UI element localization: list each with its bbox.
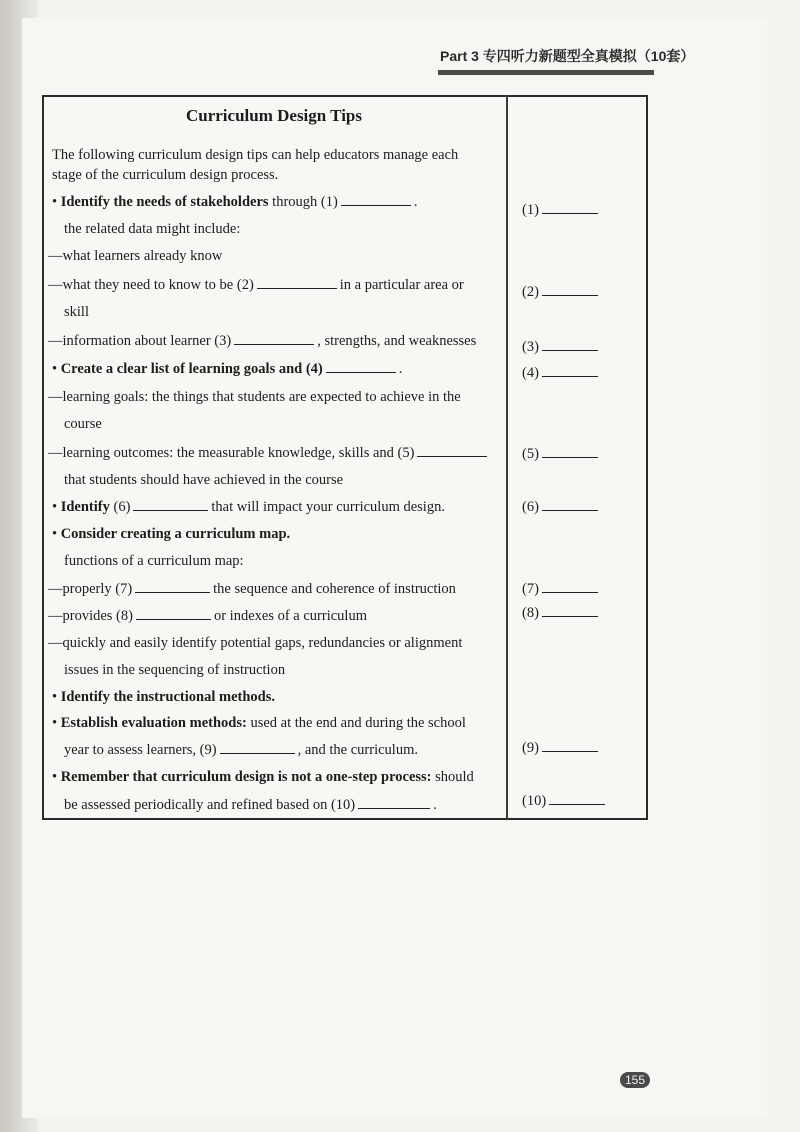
text: should xyxy=(431,769,474,785)
answer-label: (10) xyxy=(522,793,547,809)
text: used at the end and during the school xyxy=(246,715,466,731)
answer-slot-1[interactable] xyxy=(522,201,601,219)
bold-text: Remember that curriculum design is not a one-step process: xyxy=(60,769,432,785)
blank-4[interactable] xyxy=(326,360,396,373)
text: , strengths, and weaknesses xyxy=(317,333,477,349)
note-line: course xyxy=(64,416,102,432)
note-line: • Create a clear list of learning goals and (4) . xyxy=(52,361,403,377)
answer-line[interactable] xyxy=(542,338,598,351)
table-title: Curriculum Design Tips xyxy=(185,106,363,125)
answer-label: (1) xyxy=(522,202,539,218)
answer-line[interactable] xyxy=(542,580,598,593)
note-line: • Remember that curriculum design is not a one-step process: should xyxy=(52,769,474,785)
blank-8[interactable] xyxy=(136,607,211,620)
answer-line[interactable] xyxy=(542,604,598,617)
note-line: • Identify the instructional methods. xyxy=(52,689,275,705)
text: be assessed periodically and refined based on (10) xyxy=(64,797,356,813)
note-line: skill xyxy=(64,304,89,320)
note-line: • Consider creating a curriculum map. xyxy=(52,526,291,542)
answer-label: (6) xyxy=(522,499,539,515)
note-line xyxy=(48,444,490,462)
note-line: —quickly and easily identify potential gaps, redundancies or alignment xyxy=(48,635,463,651)
answer-line[interactable] xyxy=(549,792,605,805)
answer-label: (8) xyxy=(522,605,539,621)
answer-slot-5[interactable] xyxy=(522,445,601,463)
answer-label: (4) xyxy=(522,365,539,381)
answer-slot-6[interactable] xyxy=(522,498,601,516)
answer-slot-2[interactable] xyxy=(522,283,601,301)
intro-line-1: The following curriculum design tips can help educators manage each xyxy=(52,147,459,163)
bold-text: Create a clear list of learning goals and (4) xyxy=(60,361,323,377)
text: —properly (7) xyxy=(48,581,133,597)
answer-slot-10[interactable] xyxy=(522,792,608,810)
note-line xyxy=(48,332,476,350)
blank-6[interactable] xyxy=(133,498,208,511)
note-line: • Identify the needs of stakeholders through (1) . xyxy=(52,194,418,210)
blank-10[interactable] xyxy=(358,796,430,809)
text: through (1) xyxy=(268,194,338,210)
answer-label: (2) xyxy=(522,284,539,300)
text: (6) xyxy=(109,499,131,515)
text: —what they need to know to be (2) xyxy=(48,277,254,293)
note-line: be assessed periodically and refined based on (10) . xyxy=(64,797,437,813)
blank-1[interactable] xyxy=(341,193,411,206)
note-line: issues in the sequencing of instruction xyxy=(64,662,286,678)
blank-2[interactable] xyxy=(257,276,337,289)
running-header: Part 3 专四听力新题型全真模拟（10套） xyxy=(440,48,695,64)
text: —provides (8) xyxy=(48,608,133,624)
bold-text: Identify xyxy=(60,499,110,515)
answer-line[interactable] xyxy=(542,739,598,752)
answer-line[interactable] xyxy=(542,201,598,214)
intro-line-2: stage of the curriculum design process. xyxy=(52,167,279,183)
answer-label: (5) xyxy=(522,446,539,462)
bold-text: Identify the needs of stakeholders xyxy=(60,194,269,210)
note-line: the related data might include: xyxy=(64,221,241,237)
text: that will impact your curriculum design. xyxy=(211,499,445,515)
text: —information about learner (3) xyxy=(48,333,232,349)
text: —learning outcomes: the measurable knowledge, skills and (5) xyxy=(48,445,415,461)
text: in a particular area or xyxy=(339,277,464,293)
note-line: —what learners already know xyxy=(48,248,223,264)
answer-slot-9[interactable] xyxy=(522,739,601,757)
header-rule xyxy=(438,70,654,75)
note-line: that students should have achieved in the course xyxy=(64,472,344,488)
blank-7[interactable] xyxy=(135,580,210,593)
page-number: 155 xyxy=(620,1072,650,1088)
answer-slot-8[interactable] xyxy=(522,604,601,622)
text: the sequence and coherence of instruction xyxy=(213,581,456,597)
blank-3[interactable] xyxy=(234,332,314,345)
blank-5[interactable] xyxy=(417,444,487,457)
bold-text: Establish evaluation methods: xyxy=(60,715,247,731)
text: or indexes of a curriculum xyxy=(213,608,367,624)
note-line xyxy=(64,741,418,759)
answer-line[interactable] xyxy=(542,445,598,458)
note-line: • Establish evaluation methods: used at the end and during the school xyxy=(52,715,466,731)
note-line xyxy=(48,276,464,294)
blank-9[interactable] xyxy=(220,741,295,754)
answer-line[interactable] xyxy=(542,498,598,511)
answer-slot-4[interactable] xyxy=(522,364,601,382)
answer-slot-7[interactable] xyxy=(522,580,601,598)
bold-text: Consider creating a curriculum map. xyxy=(60,526,291,542)
note-line: • Identify (6) that will impact your curriculum design. xyxy=(52,499,445,515)
text: year to assess learners, (9) xyxy=(64,742,217,758)
answer-line[interactable] xyxy=(542,283,598,296)
bold-text: Identify the instructional methods. xyxy=(60,689,275,705)
answer-label: (9) xyxy=(522,740,539,756)
column-divider xyxy=(506,95,508,820)
note-line: —learning goals: the things that students are expected to achieve in the xyxy=(48,389,461,405)
answer-slot-3[interactable] xyxy=(522,338,601,356)
answer-line[interactable] xyxy=(542,364,598,377)
note-line xyxy=(48,580,456,598)
text: , and the curriculum. xyxy=(297,742,418,758)
note-line xyxy=(48,607,367,625)
answer-label: (7) xyxy=(522,581,539,597)
note-line: functions of a curriculum map: xyxy=(64,553,244,569)
answer-label: (3) xyxy=(522,339,539,355)
